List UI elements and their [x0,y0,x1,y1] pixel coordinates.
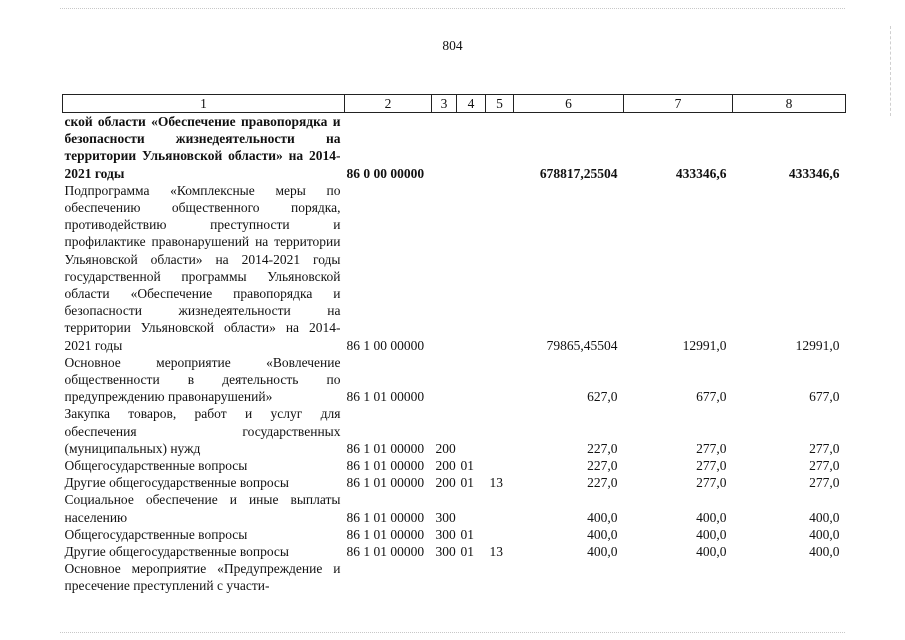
row-subsection [486,405,514,457]
row-name: Основное мероприятие «Предупреждение и пресечение преступлений с участи- [64,561,341,594]
row-subsection [486,354,514,406]
row-value-col6 [514,560,624,594]
row-subsection [486,113,514,182]
row-value-col6: 227,0 [587,475,618,491]
row-value-col7 [624,560,733,594]
table-row [63,474,846,491]
row-section [457,491,486,525]
row-value-col7: 400,0 [696,544,727,560]
row-code [345,560,432,594]
table-row [63,405,846,457]
row-code: 86 1 01 00000 [346,544,425,560]
row-value-col6: 400,0 [587,526,618,542]
row-value-col7: 277,0 [696,458,727,474]
row-name: Подпрограмма «Комплексные меры по обеспечению общественного порядка, противодействию преступности и профилактике правонарушений на территории Ульяновской области» на 2014-2021 годы государственной программы Ульяновской области «Обеспечение правопорядка и безопасности жизнедеятельности на территории Ульяновской области» на 2014-2021 годы [64,182,341,353]
row-expense-type: 200 [435,440,456,456]
page-number: 804 [442,38,463,53]
table-row [63,526,846,543]
row-subsection: 13 [489,475,503,491]
row-value-col8: 12991,0 [795,337,840,353]
table-header [63,95,846,113]
row-expense-type: 300 [435,526,456,542]
header-col-4: 4 [457,95,486,113]
row-section: 01 [460,526,474,542]
header-col-3: 3 [432,95,457,113]
header-col-6: 6 [514,95,624,113]
row-name: Социальное обеспечение и иные выплаты населению [64,492,341,525]
row-value-col7: 12991,0 [682,337,727,353]
row-section [457,354,486,406]
row-expense-type [432,354,457,406]
table-row [63,113,846,182]
row-expense-type: 200 [435,475,456,491]
row-subsection: 13 [489,544,503,560]
row-value-col8: 400,0 [809,544,840,560]
row-value-col8: 400,0 [809,509,840,525]
table-row [63,491,846,525]
header-col-5: 5 [486,95,514,113]
table-row [63,543,846,560]
row-code: 86 1 00 00000 [346,337,425,353]
row-expense-type [432,113,457,182]
table-body [63,113,846,595]
row-expense-type: 200 [435,458,456,474]
budget-table [62,94,846,595]
row-value-col6: 678817,25504 [539,165,618,181]
row-code: 86 1 01 00000 [346,509,425,525]
row-name: Другие общегосударственные вопросы [64,544,289,560]
table-row [63,182,846,354]
row-name: Другие общегосударственные вопросы [64,475,289,491]
row-name: Закупка товаров, работ и услуг для обеспечения государственных (муниципальных) нужд [64,406,341,456]
row-section: 01 [460,475,474,491]
row-value-col8: 400,0 [809,526,840,542]
scan-artifact-bottom [60,632,845,634]
row-value-col7: 277,0 [696,475,727,491]
row-section [457,113,486,182]
row-value-col7: 277,0 [696,440,727,456]
row-section [457,560,486,594]
row-name: Общегосударственные вопросы [64,458,248,474]
row-subsection [486,526,514,543]
row-subsection [486,182,514,354]
row-expense-type: 300 [435,509,456,525]
row-value-col6: 79865,45504 [546,337,618,353]
row-code: 86 1 01 00000 [346,475,425,491]
table-row [63,354,846,406]
row-value-col6: 400,0 [587,509,618,525]
header-col-7: 7 [624,95,733,113]
row-value-col6: 227,0 [587,458,618,474]
row-value-col6: 627,0 [587,389,618,405]
row-code: 86 1 01 00000 [346,458,425,474]
row-expense-type [432,182,457,354]
table-row [63,560,846,594]
header-col-1: 1 [63,95,345,113]
row-value-col7: 677,0 [696,389,727,405]
header-col-2: 2 [345,95,432,113]
row-name: Общегосударственные вопросы [64,526,248,542]
scan-artifact-top [60,8,845,10]
row-code: 86 1 01 00000 [346,526,425,542]
row-section [457,405,486,457]
row-section: 01 [460,458,474,474]
row-code: 86 1 01 00000 [346,389,425,405]
row-expense-type: 300 [435,544,456,560]
row-name: Основное мероприятие «Вовлечение общественности в деятельность по предупреждению правонарушений» [64,354,341,405]
row-subsection [486,560,514,594]
row-value-col7: 400,0 [696,509,727,525]
row-value-col8: 277,0 [809,475,840,491]
row-value-col6: 400,0 [587,544,618,560]
row-subsection [486,457,514,474]
table-row [63,457,846,474]
row-code: 86 1 01 00000 [346,440,425,456]
row-section: 01 [460,544,474,560]
row-value-col8: 277,0 [809,440,840,456]
row-value-col7: 400,0 [696,526,727,542]
row-value-col8: 677,0 [809,389,840,405]
row-value-col6: 227,0 [587,440,618,456]
row-name: ской области «Обеспечение правопорядка и безопасности жизнедеятельности на территории Ульяновской области» на 2014-2021 годы [64,114,341,181]
row-subsection [486,491,514,525]
row-value-col7: 433346,6 [675,165,727,181]
row-value-col8: 433346,6 [788,165,840,181]
row-code: 86 0 00 00000 [346,165,425,181]
row-value-col8: 277,0 [809,458,840,474]
row-value-col8 [733,560,846,594]
header-col-8: 8 [733,95,846,113]
row-section [457,182,486,354]
row-expense-type [432,560,457,594]
